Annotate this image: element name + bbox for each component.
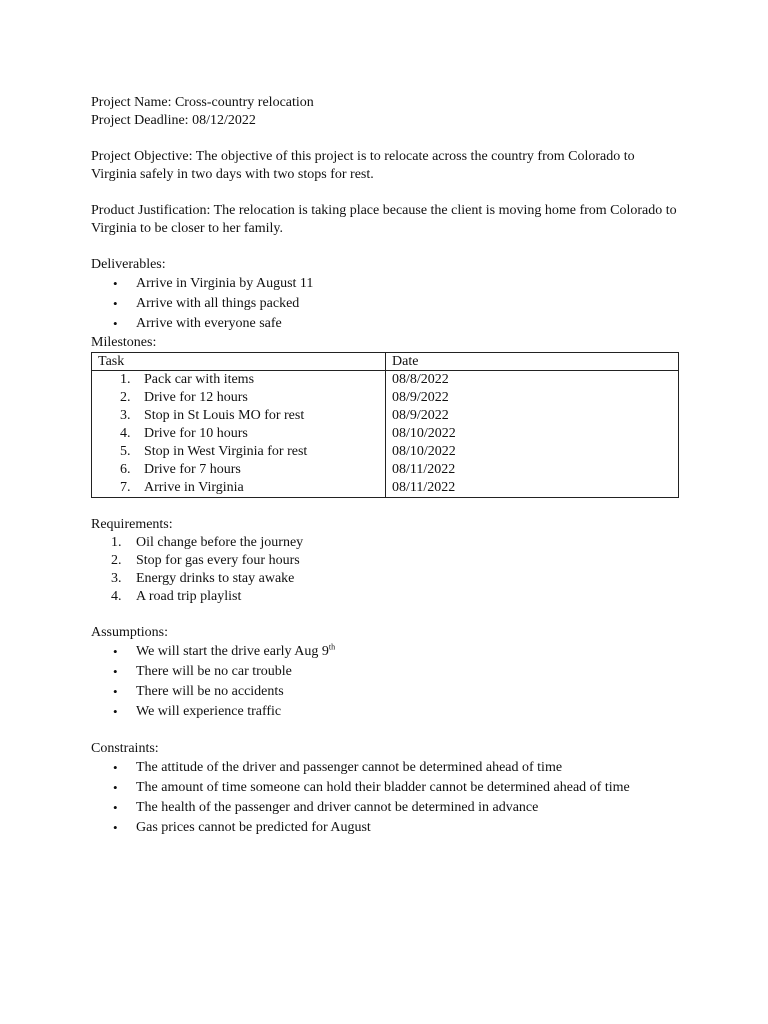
list-item xyxy=(91,274,691,294)
spacer xyxy=(91,722,691,740)
requirements-list xyxy=(91,534,691,606)
constraint-text: The attitude of the driver and passenger cannot be determined ahead of time xyxy=(136,760,563,775)
spacer xyxy=(91,238,691,256)
list-item xyxy=(91,570,691,588)
task-number: 7. xyxy=(120,480,131,495)
bullet-icon: • xyxy=(113,316,118,331)
list-item xyxy=(91,642,691,662)
requirement-text: A road trip playlist xyxy=(136,589,242,604)
bullet-icon: • xyxy=(113,800,118,815)
task-text: Arrive in Virginia xyxy=(144,480,244,495)
task-text: Pack car with items xyxy=(144,372,255,387)
bullet-icon: • xyxy=(113,760,118,775)
bullet-icon: • xyxy=(113,684,118,699)
spacer xyxy=(91,184,691,202)
list-item xyxy=(91,758,691,778)
list-item xyxy=(91,552,691,570)
list-item xyxy=(91,588,691,606)
deliverable-text: Arrive in Virginia by August 11 xyxy=(136,276,314,291)
date-header: Date xyxy=(386,353,679,371)
task-number: 3. xyxy=(120,408,131,423)
task-number: 4. xyxy=(120,426,131,441)
project-name: Project Name: Cross-country relocation xyxy=(91,95,314,110)
constraints-list xyxy=(91,758,691,838)
bullet-icon: • xyxy=(113,820,118,835)
task-text: Drive for 12 hours xyxy=(144,390,248,405)
assumption-text: There will be no accidents xyxy=(136,684,284,699)
bullet-icon: • xyxy=(113,276,118,291)
deliverable-text: Arrive with everyone safe xyxy=(136,316,282,331)
task-text: Drive for 7 hours xyxy=(144,462,241,477)
assumption-text: We will start the drive early Aug 9 xyxy=(136,644,329,659)
list-item xyxy=(91,818,691,838)
assumption-text: We will experience traffic xyxy=(136,704,282,719)
task-text: Stop in St Louis MO for rest xyxy=(144,408,305,423)
deliverables-label: Deliverables: xyxy=(91,257,166,272)
list-item xyxy=(91,662,691,682)
list-item xyxy=(91,682,691,702)
assumption-text: There will be no car trouble xyxy=(136,664,292,679)
task-row xyxy=(92,443,385,461)
date-value: 08/9/2022 xyxy=(392,390,449,405)
item-number: 3. xyxy=(111,571,122,586)
requirement-text: Energy drinks to stay awake xyxy=(136,571,295,586)
spacer xyxy=(91,498,691,516)
task-row xyxy=(92,407,385,425)
assumptions-label: Assumptions: xyxy=(91,625,169,640)
bullet-icon: • xyxy=(113,296,118,311)
task-row xyxy=(92,425,385,443)
project-objective: Project Objective: The objective of this project is to relocate across the country from Colorado to Virginia safely in two days with two stops for rest. xyxy=(91,149,635,182)
item-number: 4. xyxy=(111,589,122,604)
spacer xyxy=(91,606,691,624)
constraints-label: Constraints: xyxy=(91,741,159,756)
deliverable-text: Arrive with all things packed xyxy=(136,296,300,311)
table-row xyxy=(92,371,679,498)
table-header-row xyxy=(92,353,679,371)
date-cell xyxy=(386,371,679,498)
task-number: 6. xyxy=(120,462,131,477)
list-item xyxy=(91,294,691,314)
constraint-text: The health of the passenger and driver cannot be determined in advance xyxy=(136,800,539,815)
list-item xyxy=(91,534,691,552)
milestones-label: Milestones: xyxy=(91,335,157,350)
date-value: 08/10/2022 xyxy=(392,426,456,441)
task-text: Stop in West Virginia for rest xyxy=(144,444,308,459)
date-value: 08/11/2022 xyxy=(392,462,456,477)
spacer xyxy=(91,130,691,148)
item-number: 2. xyxy=(111,553,122,568)
requirement-text: Stop for gas every four hours xyxy=(136,553,300,568)
constraint-text: Gas prices cannot be predicted for August xyxy=(136,820,371,835)
list-item xyxy=(91,778,691,798)
task-number: 1. xyxy=(120,372,131,387)
assumptions-list xyxy=(91,642,691,722)
task-cell xyxy=(92,371,386,498)
bullet-icon: • xyxy=(113,644,118,659)
milestones-table xyxy=(91,352,679,498)
task-row xyxy=(92,461,385,479)
task-row xyxy=(92,371,385,389)
task-text: Drive for 10 hours xyxy=(144,426,248,441)
bullet-icon: • xyxy=(113,664,118,679)
task-row xyxy=(92,389,385,407)
deliverables-list xyxy=(91,274,691,334)
constraint-text: The amount of time someone can hold their bladder cannot be determined ahead of time xyxy=(136,780,630,795)
list-item xyxy=(91,314,691,334)
list-item xyxy=(91,798,691,818)
bullet-icon: • xyxy=(113,780,118,795)
bullet-icon: • xyxy=(113,704,118,719)
date-value: 08/11/2022 xyxy=(392,480,456,495)
requirement-text: Oil change before the journey xyxy=(136,535,304,550)
date-value: 08/8/2022 xyxy=(392,372,449,387)
task-row xyxy=(92,479,385,497)
project-deadline: Project Deadline: 08/12/2022 xyxy=(91,113,256,128)
requirements-label: Requirements: xyxy=(91,517,173,532)
date-value: 08/9/2022 xyxy=(392,408,449,423)
document-page xyxy=(91,94,691,838)
item-number: 1. xyxy=(111,535,122,550)
list-item xyxy=(91,702,691,722)
product-justification: Product Justification: The relocation is taking place because the client is moving home from Colorado to Virginia to be closer to her family. xyxy=(91,203,677,236)
task-number: 5. xyxy=(120,444,131,459)
task-number: 2. xyxy=(120,390,131,405)
date-value: 08/10/2022 xyxy=(392,444,456,459)
ordinal-suffix: th xyxy=(328,642,336,652)
task-header: Task xyxy=(92,353,386,371)
